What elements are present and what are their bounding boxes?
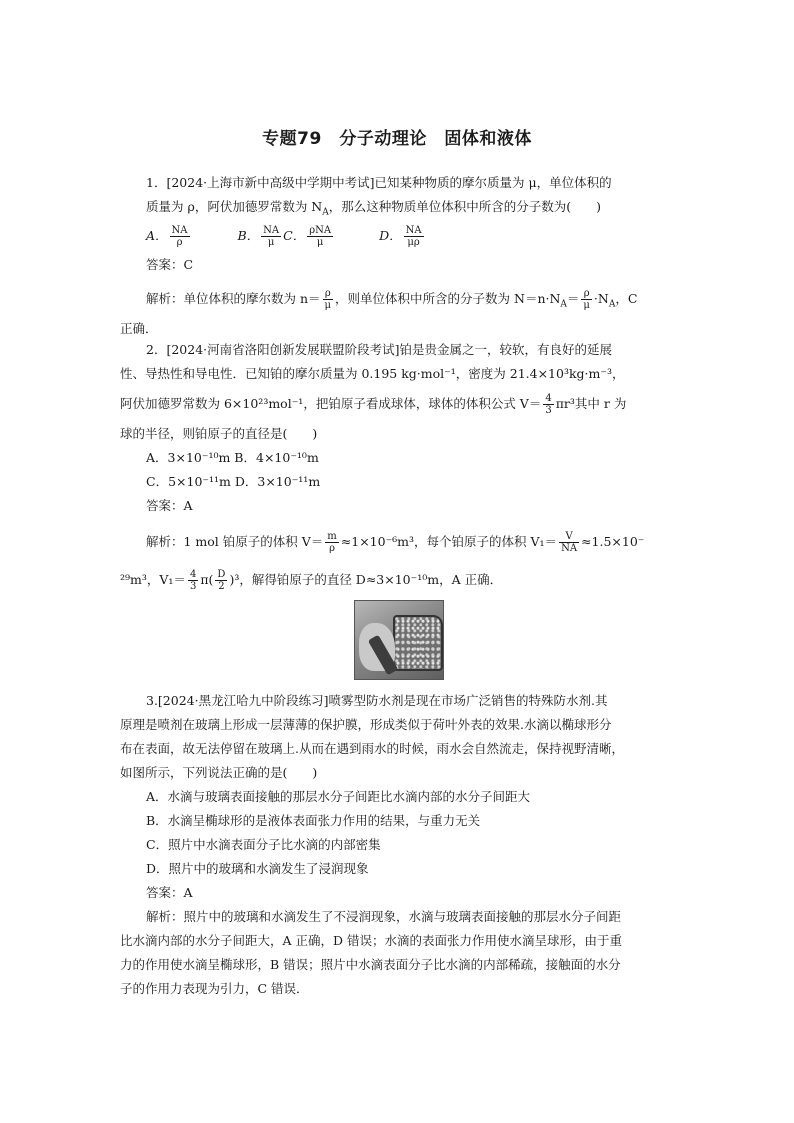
question-3 (120, 689, 676, 1001)
q2-expl-f2-den: NA (561, 543, 578, 554)
q2-answer: 答案：A (146, 498, 193, 513)
question-1 (120, 171, 676, 341)
q1-option-c-num: ρNA (309, 225, 332, 236)
page-title: 专题79 分子动理论 固体和液体 (262, 129, 532, 149)
q3-option-a: A．水滴与玻璃表面接触的那层水分子间距比水滴内部的水分子间距大 (146, 789, 531, 804)
q2-expl-part-e: π( (200, 572, 214, 587)
q1-expl-f1-num: ρ (323, 288, 334, 300)
q2-expl-fraction-3 (188, 569, 198, 592)
q1-option-d-num: NA (405, 225, 422, 236)
q1-option-a-fraction (170, 225, 190, 248)
q3-option-c: C．照片中水滴表面分子比水滴的内部密集 (146, 837, 381, 852)
q1-option-a-num: NA (171, 225, 188, 236)
q1-option-b-label: B． (237, 228, 260, 243)
q2-stem-part-a: 阿伏加德罗常数为 6×10²³mol⁻¹，把铂原子看成球体，球体的体积公式 V＝ (120, 396, 542, 411)
q2-expl-fraction-1 (325, 531, 338, 554)
q1-option-a-label: A． (146, 228, 168, 243)
q1-expl-part-d: ·N (593, 291, 609, 306)
q1-expl-part-b: ，则单位体积中所含的分子数为 N＝n·N (335, 291, 561, 306)
q2-expl-part-d: ²⁹m³，V₁＝ (120, 572, 186, 587)
q2-expl-f2-num: V (559, 531, 579, 543)
q1-option-b-den: μ (267, 237, 275, 248)
q1-expl-f1-den: μ (324, 300, 332, 311)
q2-expl-part-c: ≈1.5×10⁻ (581, 534, 645, 549)
waterproof-spray-photo (354, 600, 444, 680)
q3-explanation-line-1: 解析：照片中的玻璃和水滴发生了不浸润现象，水滴与玻璃表面接触的那层水分子间距 (146, 909, 622, 924)
q1-expl-part-a: 解析：单位体积的摩尔数为 n＝ (146, 291, 321, 306)
q1-option-c-label: C． (283, 228, 306, 243)
q3-stem-line-2: 原理是喷剂在玻璃上形成一层薄薄的保护膜，形成类似于荷叶外表的效果.水滴以椭球形分 (120, 717, 612, 732)
q1-stem-text: 质量为 ρ，阿伏加德罗常数为 N (146, 199, 323, 214)
q2-explanation-line-2 (120, 560, 676, 600)
q2-stem-line-3 (120, 386, 676, 422)
q2-expl-part-a: 解析：1 mol 铂原子的体积 V＝ (146, 534, 324, 549)
q2-stem-fraction (543, 393, 553, 416)
q2-expl-f1-den: ρ (329, 543, 335, 554)
q1-expl-sub-2: A (608, 299, 616, 310)
q3-explanation-line-3: 力的作用使水滴呈椭球形，B 错误；照片中水滴表面分子比水滴的内部稀疏，接触面的水分 (120, 957, 621, 972)
q2-expl-part-f: )³，解得铂原子的直径 D≈3×10⁻¹⁰m，A 正确． (229, 572, 503, 587)
q2-options-ab: A．3×10⁻¹⁰m B．4×10⁻¹⁰m (146, 450, 319, 465)
q1-option-d-fraction (404, 225, 424, 248)
q1-expl-fraction-1 (323, 288, 334, 311)
q2-expl-f1-num: m (327, 531, 337, 542)
q2-expl-f4-den: 2 (218, 581, 225, 592)
q1-answer: 答案：C (146, 257, 194, 272)
q3-option-b: B．水滴呈椭球形的是液体表面张力作用的结果，与重力无关 (146, 813, 481, 828)
question-2 (120, 338, 676, 600)
mirror-glass-shape (393, 615, 443, 671)
q2-stem-f-num: 4 (545, 393, 552, 404)
q2-expl-f4-num: D (217, 569, 226, 580)
q2-expl-fraction-2 (559, 531, 579, 554)
q3-explanation-line-2: 比水滴内部的水分子间距大，A 正确，D 错误；水滴的表面张力作用使水滴呈球形，由于重 (120, 933, 622, 948)
q3-option-d: D．照片中的玻璃和水滴发生了浸润现象 (146, 861, 369, 876)
q1-option-d-den: μρ (407, 237, 420, 248)
q2-explanation-line-1 (146, 524, 676, 560)
q1-explanation-line-2: 正确． (120, 321, 158, 336)
q1-option-d-label: D． (379, 228, 402, 243)
q1-expl-sub-1: A (560, 299, 567, 310)
q1-stem-tail: ，那么这种物质单位体积中所含的分子数为( ) (328, 199, 601, 214)
q3-answer: 答案：A (146, 885, 193, 900)
q1-option-b-num: NA (263, 225, 280, 236)
q1-stem-line-2 (146, 195, 676, 219)
q1-expl-f2-den: μ (583, 300, 590, 311)
q1-stem-subscript: A (322, 207, 329, 218)
q1-option-c-fraction (307, 225, 333, 248)
q2-stem-f-den: 3 (545, 405, 552, 416)
q1-options (146, 219, 676, 253)
q3-stem-line-4: 如图所示，下列说法正确的是( ) (120, 765, 318, 780)
q2-options-cd: C．5×10⁻¹¹m D．3×10⁻¹¹m (146, 474, 321, 489)
q2-expl-part-b: ≈1×10⁻⁶m³，每个铂原子的体积 V₁＝ (340, 534, 558, 549)
q2-expl-f3-num: 4 (189, 569, 197, 580)
q2-stem-line-1: 2．[2024·河南省洛阳创新发展联盟阶段考试]铂是贵金属之一，较软，有良好的延展 (146, 342, 612, 357)
q2-expl-fraction-4 (215, 569, 227, 592)
q1-expl-fraction-2 (581, 288, 592, 311)
q3-explanation-line-4: 子的作用力表现为引力，C 错误． (120, 981, 309, 996)
q1-option-a-den: ρ (176, 237, 183, 248)
q2-stem-line-4: 球的半径，则铂原子的直径是( ) (120, 426, 318, 441)
q2-stem-part-b: πr³其中 r 为 (555, 396, 627, 411)
q1-expl-part-c: ＝ (566, 291, 580, 306)
q1-option-b-fraction (261, 225, 281, 248)
q1-explanation-line-1 (146, 281, 676, 317)
q1-expl-f2-num: ρ (581, 288, 592, 300)
q1-expl-part-e: ，C (615, 291, 638, 306)
q2-expl-f3-den: 3 (189, 581, 197, 592)
q3-stem-line-1: 3.[2024·黑龙江哈九中阶段练习]喷雾型防水剂是现在市场广泛销售的特殊防水剂.其 (146, 693, 608, 708)
q1-stem-line-1: 1．[2024·上海市新中高级中学期中考试]已知某种物质的摩尔质量为 μ，单位体积的 (146, 175, 612, 190)
q3-stem-line-3: 布在表面，故无法停留在玻璃上.从而在遇到雨水的时候，雨水会自然流走，保持视野清晰， (120, 741, 624, 756)
q1-option-c-den: μ (316, 237, 324, 248)
q2-stem-line-2: 性、导热性和导电性．已知铂的摩尔质量为 0.195 kg·mol⁻¹，密度为 21.4×10³kg·m⁻³， (120, 366, 625, 381)
